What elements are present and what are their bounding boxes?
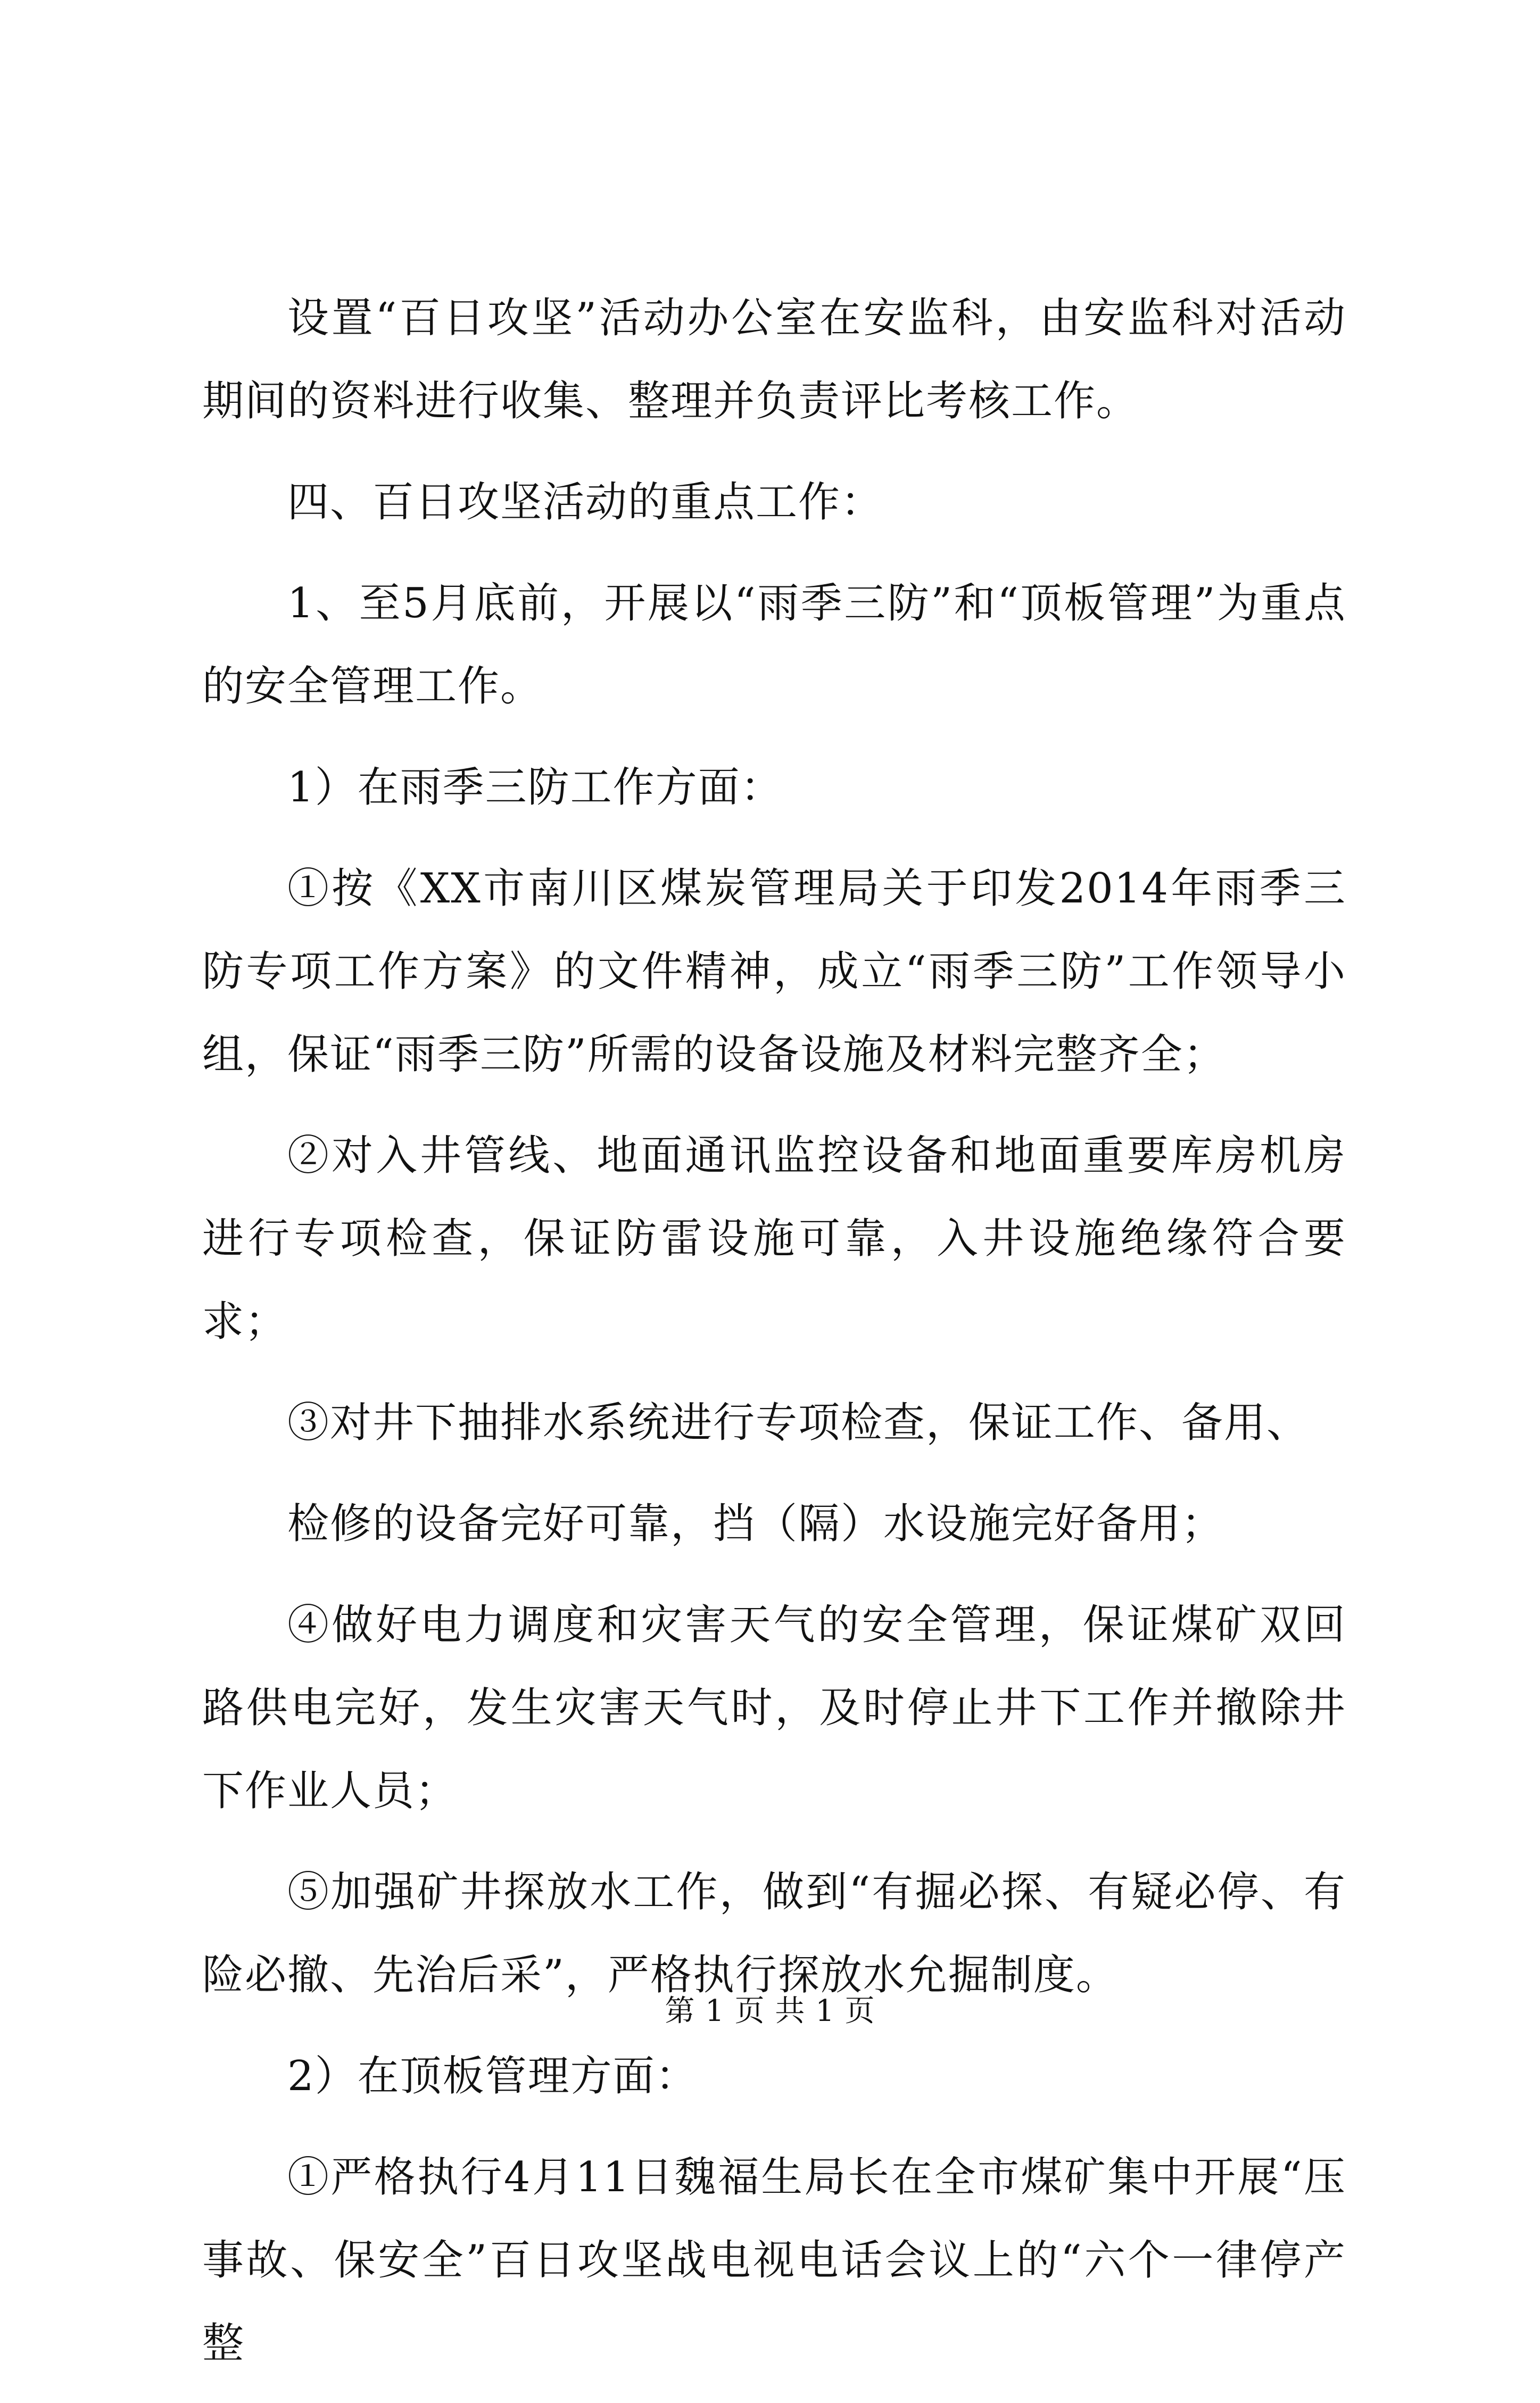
document-body bbox=[202, 277, 1346, 2403]
paragraph-activity-office: 设置“百日攻坚”活动办公室在安监科，由安监科对活动期间的资料进行收集、整理并负责评比考核工作。 bbox=[202, 294, 1346, 425]
section-heading-key-work: 四、百日攻坚活动的重点工作： bbox=[287, 478, 884, 526]
paragraph-rainy-item-3-continued: 检修的设备完好可靠，挡（隔）水设施完好备用； bbox=[287, 1500, 1224, 1548]
paragraph-rainy-item-3: ③对井下抽排水系统进行专项检查，保证工作、备用、 bbox=[287, 1399, 1310, 1447]
paragraph-rainy-item-4: ④做好电力调度和灾害天气的安全管理，保证煤矿双回路供电完好，发生灾害天气时，及时停止井下工作并撤除井下作业人员； bbox=[202, 1601, 1346, 1815]
paragraph-rainy-item-2: ②对入井管线、地面通讯监控设备和地面重要库房机房进行专项检查，保证防雷设施可靠，入井设施绝缘符合要求； bbox=[202, 1132, 1346, 1346]
paragraph-roof-item-1: ①严格执行4月11日魏福生局长在全市煤矿集中开展“压事故、保安全”百日攻坚战电视电话会议上的“六个一律停产整 bbox=[202, 2153, 1346, 2367]
subheading-rainy-season: 1）在雨季三防工作方面： bbox=[287, 764, 783, 811]
subheading-roof-management: 2）在顶板管理方面： bbox=[287, 2052, 698, 2100]
paragraph-item-1: 1、至5月底前，开展以“雨季三防”和“顶板管理”为重点的安全管理工作。 bbox=[202, 579, 1346, 710]
paragraph-rainy-item-1: ①按《XX市南川区煤炭管理局关于印发2014年雨季三防专项工作方案》的文件精神，成立“雨季三防”工作领导小组，保证“雨季三防”所需的设备设施及材料完整齐全； bbox=[202, 865, 1346, 1079]
paragraph-rainy-item-5: ⑤加强矿井探放水工作，做到“有掘必探、有疑必停、有险必撤、先治后采”，严格执行探放水允掘制度。 bbox=[202, 1868, 1346, 1999]
page-footer: 第 1 页 共 1 页 bbox=[665, 1994, 875, 2028]
